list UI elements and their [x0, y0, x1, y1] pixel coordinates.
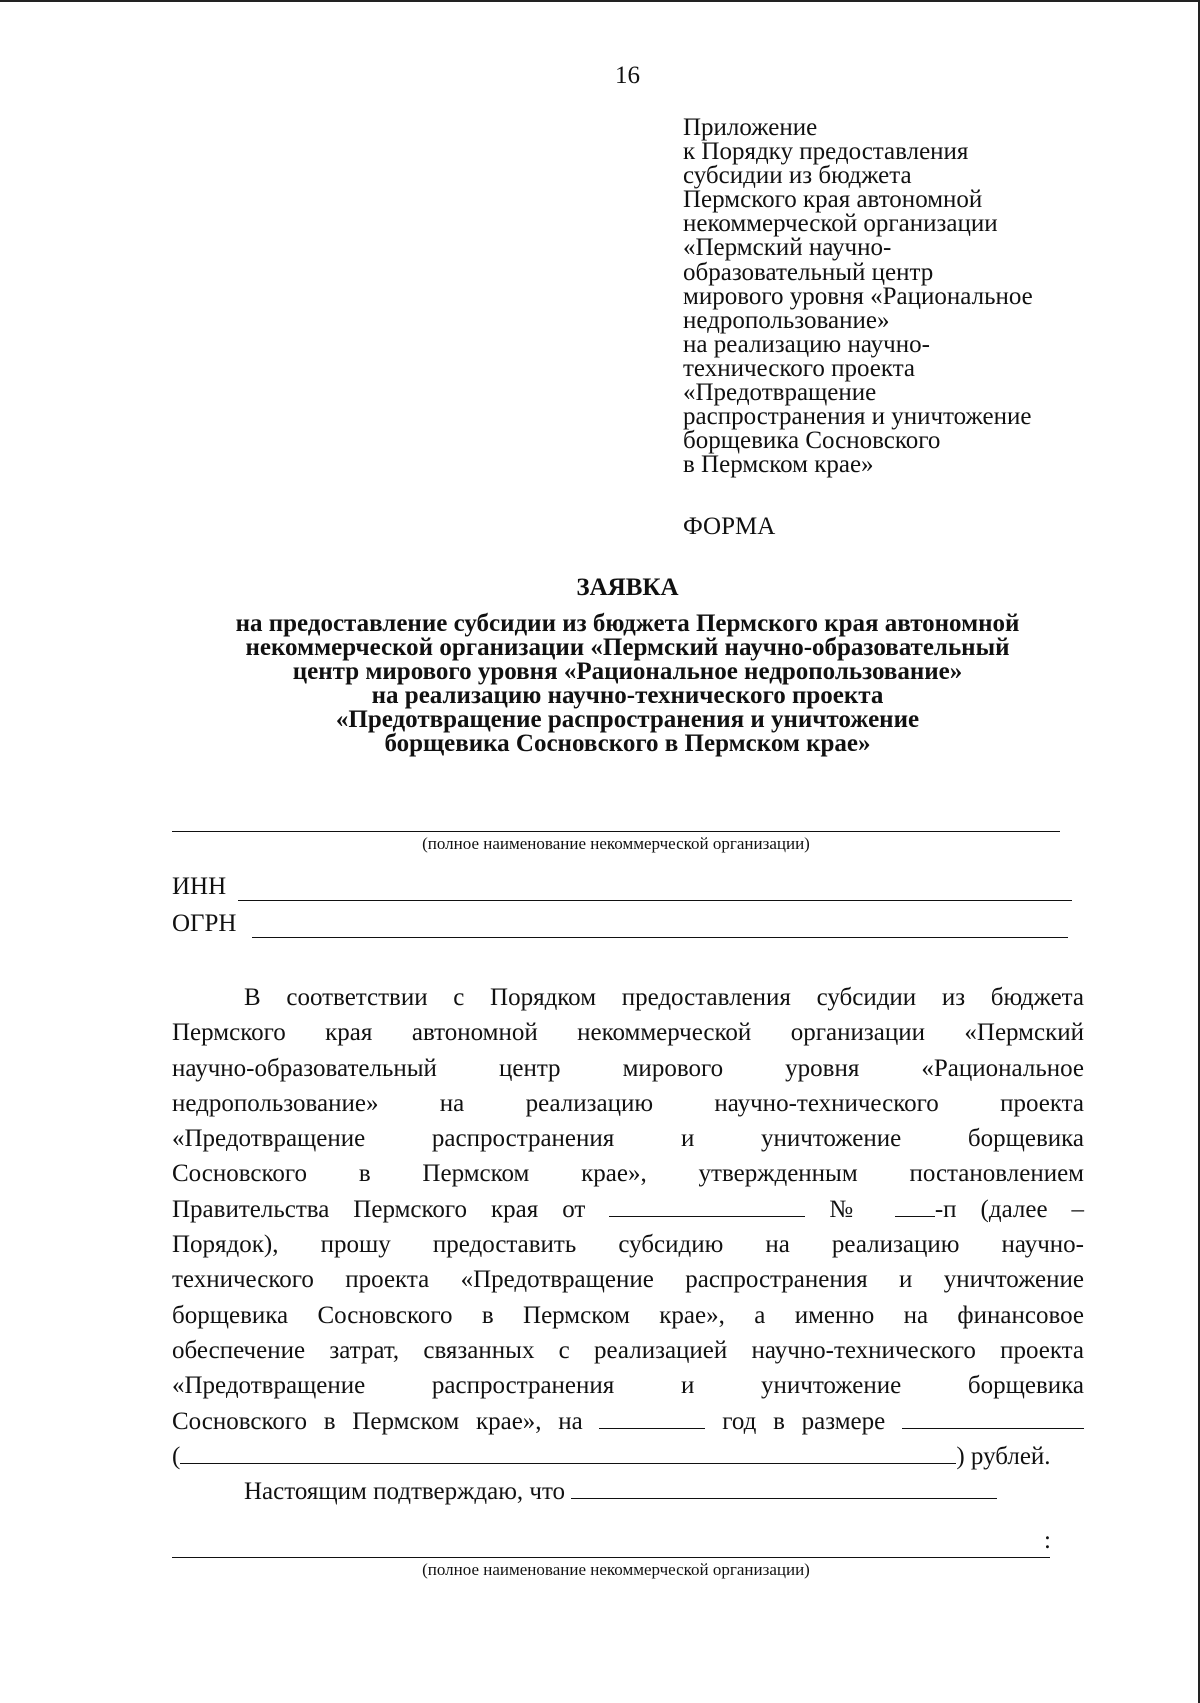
page-number: 16 — [615, 62, 640, 89]
confirmation-org-field[interactable] — [571, 1476, 997, 1499]
subtitle-line: некоммерческой организации «Пермский научно-образовательный — [245, 634, 1010, 662]
body-line: Пермского края автономной некоммерческой организации «Пермский — [172, 1019, 1084, 1047]
document-subtitle — [130, 612, 1125, 757]
body-line: технического проекта «Предотвращение распространения и уничтожение — [172, 1266, 1084, 1294]
subtitle-line: на реализацию научно-технического проекта — [371, 682, 884, 710]
number-sign: № — [829, 1195, 871, 1223]
form-label: ФОРМА — [683, 513, 776, 540]
body-text-fragment: ) рублей. — [956, 1442, 1051, 1470]
colon-mark: : — [1044, 1527, 1051, 1554]
org-name-blank-2[interactable] — [172, 1557, 1050, 1558]
application-body — [172, 980, 1084, 1509]
body-line-with-blanks — [172, 1439, 1084, 1474]
body-text-fragment: Настоящим подтверждаю, что — [244, 1478, 566, 1506]
appendix-line: Приложение — [683, 114, 818, 141]
appendix-line: «Пермский научно- — [683, 234, 892, 262]
body-line-with-blanks — [172, 1404, 1084, 1439]
body-line: «Предотвращение распространения и уничтожение борщевика — [172, 1372, 1084, 1400]
body-text-fragment: Сосновского в Пермском крае», на — [172, 1407, 583, 1435]
subtitle-line: «Предотвращение распространения и уничтожение — [335, 706, 920, 734]
appendix-line: образовательный центр — [683, 258, 934, 286]
ogrn-field[interactable] — [252, 937, 1068, 938]
body-line: В соответствии с Порядком предоставления субсидии из бюджета — [244, 984, 1084, 1011]
appendix-line: субсидии из бюджета — [683, 162, 912, 190]
appendix-line: распространения и уничтожение — [683, 403, 1032, 431]
amount-digits-field[interactable] — [902, 1406, 1084, 1429]
org-name-caption: (полное наименование некоммерческой организации) — [422, 834, 810, 853]
org-name-caption-2: (полное наименование некоммерческой организации) — [422, 1560, 810, 1579]
document-title: ЗАЯВКА — [576, 574, 679, 601]
appendix-line: технического проекта — [683, 354, 916, 382]
body-line-with-blanks — [172, 1474, 1084, 1509]
body-line-with-blanks — [172, 1192, 1084, 1227]
appendix-line: в Пермском крае» — [683, 451, 874, 479]
inn-label: ИНН — [172, 873, 227, 900]
body-line: Сосновского в Пермском крае», утвержденным постановлением — [172, 1160, 1084, 1188]
year-field[interactable] — [599, 1406, 705, 1429]
amount-words-field[interactable] — [180, 1441, 956, 1464]
appendix-line: на реализацию научно- — [683, 330, 930, 358]
open-paren: ( — [172, 1442, 181, 1470]
appendix-line: недропользование» — [683, 306, 890, 334]
appendix-line: Пермского края автономной — [683, 186, 983, 214]
appendix-header — [683, 116, 1133, 477]
subtitle-line: на предоставление субсидии из бюджета Пермского края автономной — [235, 610, 1020, 637]
body-line: недропользование» на реализацию научно-технического проекта — [172, 1089, 1084, 1117]
org-name-blank[interactable] — [172, 831, 1060, 832]
appendix-line: «Предотвращение — [683, 379, 877, 407]
resolution-date-field[interactable] — [609, 1194, 805, 1217]
body-line: научно-образовательный центр мирового уровня «Рациональное — [172, 1054, 1084, 1082]
subtitle-line: борщевика Сосновского в Пермском крае» — [384, 730, 871, 758]
inn-field[interactable] — [238, 900, 1072, 901]
appendix-line: к Порядку предоставления — [683, 138, 969, 166]
body-text-fragment: год в размере — [722, 1407, 886, 1435]
body-text-fragment: Правительства Пермского края от — [172, 1195, 586, 1223]
appendix-line: некоммерческой организации — [683, 210, 998, 238]
body-line: Порядок), прошу предоставить субсидию на реализацию научно- — [172, 1231, 1084, 1259]
appendix-line: борщевика Сосновского — [683, 427, 941, 455]
body-text-fragment: -п (далее – — [934, 1195, 1085, 1223]
appendix-line: мирового уровня «Рациональное — [683, 282, 1033, 310]
ogrn-label: ОГРН — [172, 910, 237, 937]
body-line: борщевика Сосновского в Пермском крае», а именно на финансовое — [172, 1301, 1084, 1329]
resolution-number-field[interactable] — [895, 1194, 935, 1217]
body-line: обеспечение затрат, связанных с реализацией научно-технического проекта — [172, 1336, 1084, 1364]
subtitle-line: центр мирового уровня «Рациональное недропользование» — [292, 658, 963, 686]
body-line: «Предотвращение распространения и уничтожение борщевика — [172, 1125, 1084, 1153]
